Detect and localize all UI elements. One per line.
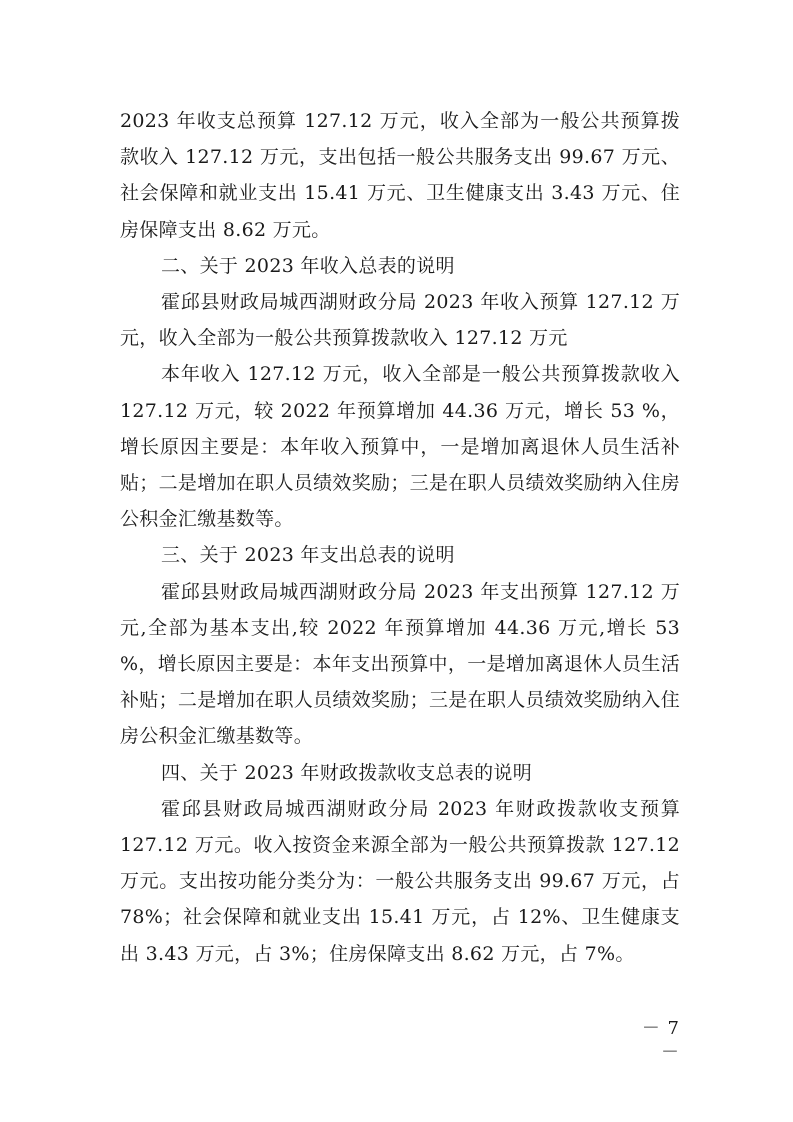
document-body: [120, 103, 680, 972]
section-heading-fiscal-appropriation-table: 四、关于 2023 年财政拨款收支总表的说明: [161, 761, 533, 784]
paragraph-revenue-budget: 霍邱县财政局城西湖财政分局 2023 年收入预算 127.12 万元，收入全部为一般公共预算拨款收入 127.12 万元: [120, 291, 680, 350]
paragraph-fiscal-appropriation: 霍邱县财政局城西湖财政分局 2023 年财政拨款收支预算 127.12 万元。收入按资金来源全部为一般公共预算拨款 127.12 万元。支出按功能分类分为：一般公共服务支出 99.67 万元，占 78%；社会保障和就业支出 15.41 万元，占 12%、卫生健康支出 3.43 万元，占 3%；住房保障支出 8.62 万元，占 7%。: [120, 797, 680, 965]
paragraph-budget-summary: 2023 年收支总预算 127.12 万元，收入全部为一般公共预算拨款收入 127.12 万元，支出包括一般公共服务支出 99.67 万元、社会保障和就业支出 15.41 万元、卫生健康支出 3.43 万元、住房保障支出 8.62 万元。: [120, 110, 680, 241]
section-heading-expenditure-table: 三、关于 2023 年支出总表的说明: [161, 544, 455, 567]
paragraph-expenditure-budget: 霍邱县财政局城西湖财政分局 2023 年支出预算 127.12 万元,全部为基本支出,较 2022 年预算增加 44.36 万元,增长 53 %，增长原因主要是：本年支出预算中，一是增加离退休人员生活补贴；二是增加在职人员绩效奖励；三是在职人员绩效奖励纳入住房公积金汇缴基数等。: [120, 580, 680, 748]
page-number: － 7 －: [641, 1018, 680, 1063]
section-heading-revenue-table: 二、关于 2023 年收入总表的说明: [161, 254, 455, 277]
paragraph-revenue-change: 本年收入 127.12 万元，收入全部是一般公共预算拨款收入 127.12 万元，较 2022 年预算增加 44.36 万元，增长 53 %，增长原因主要是：本年收入预算中，一是增加离退休人员生活补贴；二是增加在职人员绩效奖励；三是在职人员绩效奖励纳入住房公积金汇缴基数等。: [120, 363, 680, 531]
